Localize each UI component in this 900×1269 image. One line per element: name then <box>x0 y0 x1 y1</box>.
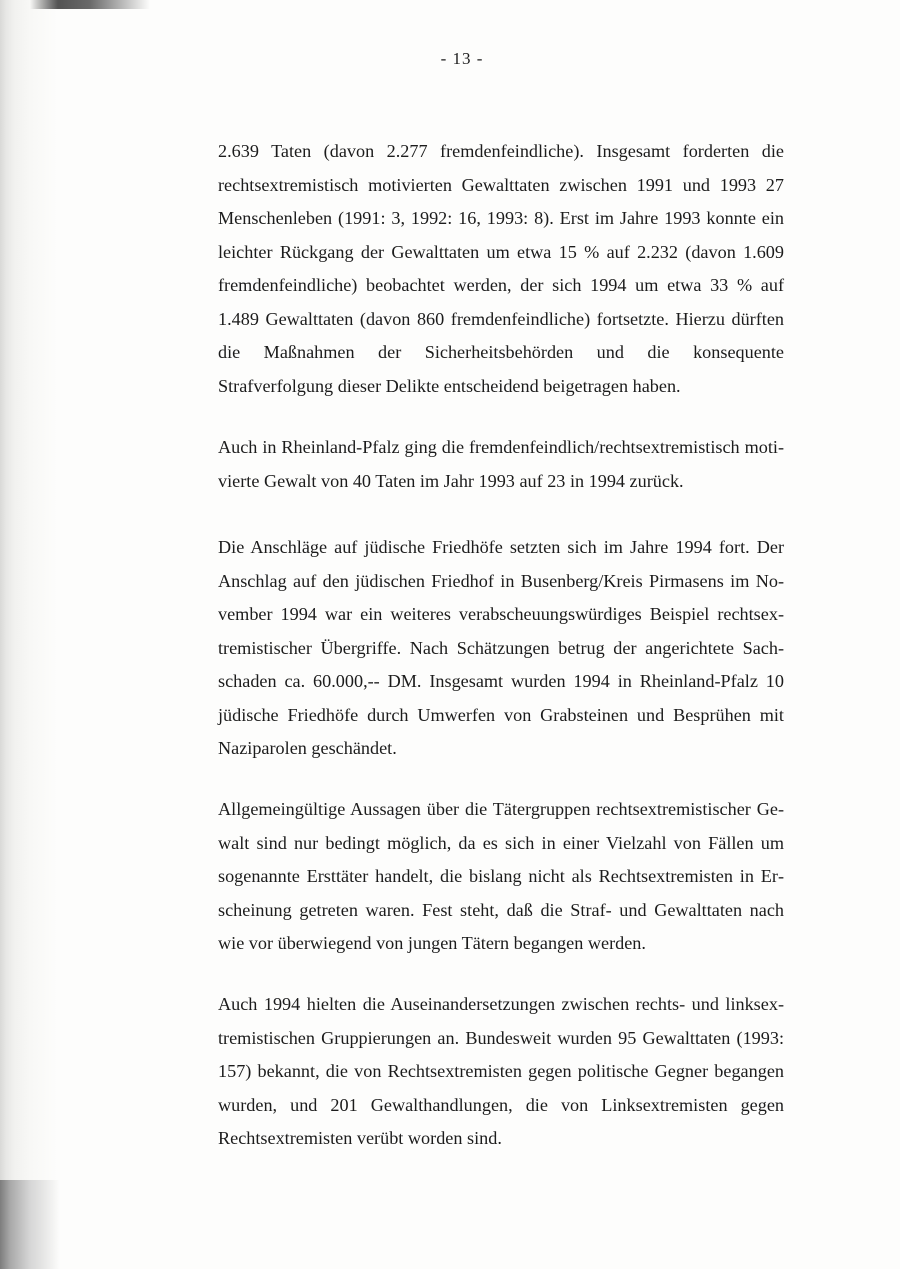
paragraph-rheinland-pfalz-decline: Auch in Rheinland-Pfalz ging die fremdenfeindlich/rechtsextremistisch motivierte Gewalt von 40 Taten im Jahr 1993 auf 23 in 1994 zurück. <box>218 437 784 491</box>
paragraph-violence-statistics: 2.639 Taten (davon 2.277 fremdenfeindliche). Insgesamt forderten die rechtsextremistisch motivierten Gewalttaten zwischen 1991 und 1993 27 Menschenleben (1991: 3, 1992: 16, 1993: 8). Erst im Jahre 1993 konnte ein leichter Rückgang der Gewalttaten um etwa 15 % auf 2.232 (davon 1.609 fremdenfeindliche) beobachtet werden, der sich 1994 um etwa 33 % auf 1.489 Gewalttaten (davon 860 fremdenfeindliche) fortsetzte. Hierzu dürften die Maßnahmen der Sicherheitsbehörden und die konsequente Strafverfolgung dieser Delikte entscheidend beigetragen haben. <box>218 141 784 396</box>
paragraph-left-right-conflicts: Auch 1994 hielten die Auseinandersetzungen zwischen rechts- und linksextremistischen Gruppierungen an. Bundesweit wurden 95 Gewalttaten (1993: 157) bekannt, die von Rechtsextremisten gegen politische Gegner begangen wurden, und 201 Gewalthandlungen, die von Linksextremisten gegen Rechtsextremisten verübt worden sind. <box>218 994 784 1149</box>
page-number: - 13 - <box>440 49 484 68</box>
paragraph-cemetery-attacks: Die Anschläge auf jüdische Friedhöfe setzten sich im Jahre 1994 fort. Der Anschlag auf den jüdischen Friedhof in Busenberg/Kreis Pirmasens im November 1994 war ein weiteres verabscheuungswürdiges Beispiel rechtsextremistischer Übergriffe. Nach Schätzungen betrug der angerichtete Sachschaden ca. 60.000,-- DM. Insgesamt wurden 1994 in Rheinland-Pfalz 10 jüdische Friedhöfe durch Umwerfen von Grabsteinen und Besprühen mit Naziparolen geschändet. <box>218 537 784 759</box>
paragraph-offender-groups: Allgemeingültige Aussagen über die Tätergruppen rechtsextremistischer Gewalt sind nur bedingt möglich, da es sich in einer Vielzahl von Fällen um sogenannte Ersttäter handelt, die bislang nicht als Rechtsextremisten in Erscheinung getreten waren. Fest steht, daß die Straf- und Gewalttaten nach wie vor überwiegend von jungen Tätern begangen werden. <box>218 799 784 954</box>
scan-edge-left <box>0 0 58 1269</box>
scan-edge-left-shadow <box>0 1180 60 1269</box>
